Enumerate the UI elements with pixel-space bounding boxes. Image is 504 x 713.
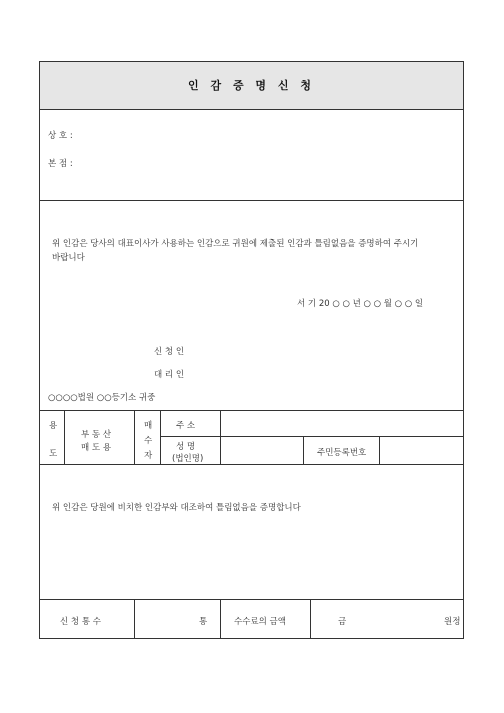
seller-label-2: 수	[144, 436, 153, 446]
addressee: ○○○○법원 ○○등기소 귀중	[48, 393, 156, 403]
resident-no-label: 주민등록번호	[317, 448, 367, 458]
address-label: 주 소	[176, 421, 196, 431]
divider-footer	[40, 599, 463, 600]
divider-usage-bottom	[40, 464, 463, 465]
usage-col2	[134, 410, 135, 464]
applicant-label: 신 청 인	[154, 347, 185, 357]
name-label: 성 명	[176, 442, 196, 452]
request-text-line2: 바랍니다	[52, 253, 85, 263]
purpose-line2: 매 도 용	[81, 443, 112, 453]
usage-col1	[64, 410, 65, 464]
usage-col6	[379, 436, 380, 464]
fee-label: 수수료의 금액	[234, 617, 286, 627]
corp-name-label: (법인명)	[172, 454, 204, 464]
certification-text: 위 인감은 당원에 비치한 인감부와 대조하여 틀림없음을 증명합니다	[52, 503, 301, 513]
purpose-line1: 부 동 산	[81, 430, 112, 440]
date-line: 서 기 20 ○ ○ 년 ○ ○ 월 ○ ○ 일	[297, 299, 424, 309]
footer-col1	[134, 599, 135, 638]
amount-label: 금	[338, 617, 347, 627]
divider-company	[40, 200, 463, 201]
form-title: 인 감 증 명 신 청	[188, 79, 315, 92]
seller-label-3: 자	[144, 451, 153, 461]
divider-usage-mid	[160, 436, 463, 437]
usage-label-bottom: 도	[49, 449, 58, 459]
usage-label-top: 용	[49, 421, 58, 431]
agent-label: 대 리 인	[154, 370, 185, 380]
footer-col3	[310, 599, 311, 638]
count-label: 신 청 통 수	[60, 617, 101, 627]
usage-col4	[220, 410, 221, 464]
usage-col5	[303, 436, 304, 464]
company-branch-label: 본 점 :	[48, 159, 73, 169]
request-text-line1: 위 인감은 당사의 대표이사가 사용하는 인감으로 귀원에 제출된 인감과 틀림없음을 증명하여 주시기	[52, 239, 419, 249]
divider-usage-top	[40, 410, 463, 411]
company-name-label: 상 호 :	[48, 131, 73, 141]
form-frame	[39, 61, 464, 639]
usage-col3	[160, 410, 161, 464]
amount-unit: 원정	[444, 617, 461, 627]
seller-label-1: 매	[144, 421, 153, 431]
count-unit: 통	[199, 617, 208, 627]
footer-col2	[220, 599, 221, 638]
